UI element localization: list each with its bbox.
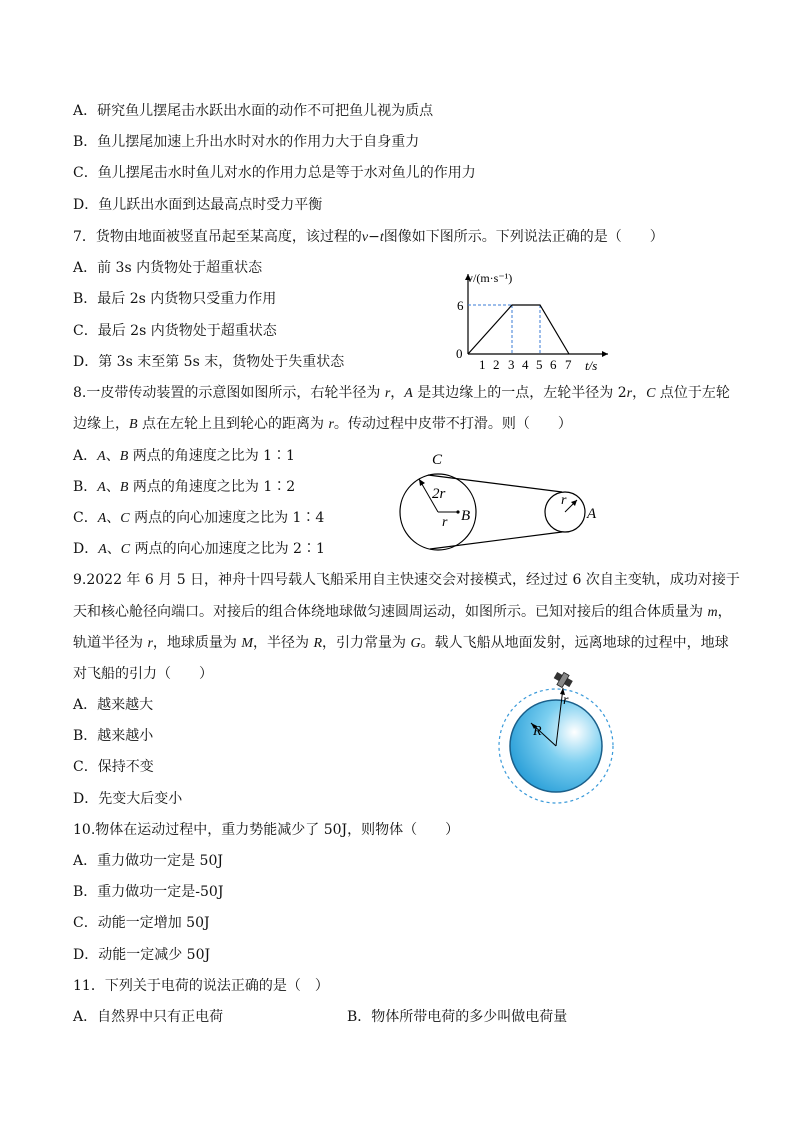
- q8-option-a: A．A、B 两点的角速度之比为 1∶1: [73, 448, 295, 464]
- q7-option-b: B．最后 2s 内货物只受重力作用: [73, 291, 277, 307]
- q7-x-tick-4: 4: [522, 357, 529, 372]
- q9-stem-line2: 天和核心舱径向端口。对接后的组合体绕地球做匀速圆周运动，如图所示。已知对接后的组合体质量为 m，: [73, 604, 732, 620]
- q10-option-c: C．动能一定增加 50J: [73, 915, 210, 931]
- q10-option-b: B．重力做功一定是-50J: [73, 884, 224, 900]
- q8-fig-label-a: A: [587, 506, 597, 522]
- q11-option-b: B．物体所带电荷的多少叫做电荷量: [347, 1009, 568, 1025]
- q7-vt-graph: [440, 262, 620, 374]
- q7-x-tick-1: 1: [479, 357, 486, 372]
- q8-fig-label-r-right: r: [561, 493, 567, 508]
- q8-fig-label-b: B: [461, 508, 471, 524]
- q7-x-tick-2: 2: [493, 357, 500, 372]
- q8-fig-label-r-left: r: [442, 515, 448, 530]
- spacecraft-icon: [554, 672, 573, 688]
- q7-x-tick-7: 7: [565, 357, 572, 372]
- q11-option-a: A．自然界中只有正电荷: [73, 1009, 224, 1025]
- q8-stem-line2: 边缘上，B 点在左轮上且到轮心的距离为 r。传动过程中皮带不打滑。则（ ）: [73, 416, 572, 432]
- q8-belt-pulley-figure: [395, 448, 610, 558]
- q7-x-tick-6: 6: [550, 357, 557, 372]
- q6-option-d: D．鱼儿跃出水面到达最高点时受力平衡: [73, 197, 323, 213]
- q7-option-d: D．第 3s 末至第 5s 末，货物处于失重状态: [73, 354, 345, 370]
- q8-option-d: D．A、C 两点的向心加速度之比为 2∶1: [73, 541, 325, 557]
- q9-option-a: A．越来越大: [73, 697, 154, 713]
- q8-option-b: B．A、B 两点的角速度之比为 1∶2: [73, 479, 296, 495]
- q11-stem: 11．下列关于电荷的说法正确的是（ ）: [73, 978, 329, 994]
- q7-origin-label: 0: [456, 346, 463, 361]
- q6-option-b: B．鱼儿摆尾加速上升出水时对水的作用力大于自身重力: [73, 134, 420, 150]
- q9-earth-orbit-figure: [484, 668, 624, 812]
- q9-stem-line1: 9.2022 年 6 月 5 日，神舟十四号载人飞船采用自主快速交会对接模式，经过过 6 次自主变轨，成功对接于: [73, 572, 740, 588]
- q9-option-b: B．越来越小: [73, 728, 154, 744]
- q7-y-axis-label: v/(m·s⁻¹): [467, 271, 513, 285]
- q7-y-tick-6: 6: [457, 298, 464, 313]
- q7-x-tick-3: 3: [508, 357, 515, 372]
- q9-stem-line3: 轨道半径为 r，地球质量为 M，半径为 R，引力常量为 G。载人飞船从地面发射，远离地球的过程中，地球: [73, 635, 729, 651]
- q9-stem-line4: 对飞船的引力（ ）: [73, 666, 213, 682]
- q7-option-c: C．最后 2s 内货物处于超重状态: [73, 323, 277, 339]
- q7-x-tick-5: 5: [536, 357, 543, 372]
- q8-stem-line1: 8.一皮带传动装置的示意图如图所示，右轮半径为 r，A 是其边缘上的一点，左轮半径为 2r，C 点位于左轮: [73, 385, 730, 401]
- q7-x-axis-label: t/s: [585, 358, 598, 373]
- q10-option-d: D．动能一定减少 50J: [73, 947, 211, 963]
- q6-option-c: C．鱼儿摆尾击水时鱼儿对水的作用力总是等于水对鱼儿的作用力: [73, 165, 476, 181]
- q9-fig-label-R: R: [533, 724, 542, 739]
- q9-option-d: D．先变大后变小: [73, 791, 183, 807]
- q6-option-a: A．研究鱼儿摆尾击水跃出水面的动作不可把鱼儿视为质点: [73, 103, 434, 119]
- q7-option-a: A．前 3s 内货物处于超重状态: [73, 260, 263, 276]
- q9-option-c: C．保持不变: [73, 759, 154, 775]
- q7-stem: 7．货物由地面被竖直吊起至某高度，该过程的v−t图像如下图所示。下列说法正确的是（ ）: [73, 229, 664, 245]
- q10-stem: 10.物体在运动过程中，重力势能减少了 50J，则物体（ ）: [73, 822, 460, 838]
- q10-option-a: A．重力做功一定是 50J: [73, 853, 223, 869]
- q9-fig-label-r: r: [563, 693, 569, 708]
- q8-option-c: C．A、C 两点的向心加速度之比为 1∶4: [73, 510, 325, 526]
- q8-fig-label-2r: 2r: [432, 486, 446, 502]
- q8-fig-label-c: C: [432, 452, 443, 468]
